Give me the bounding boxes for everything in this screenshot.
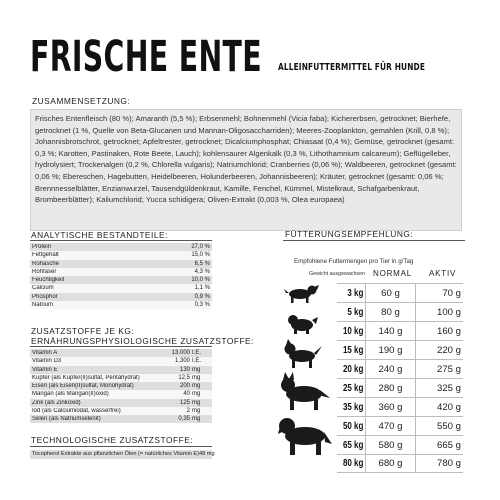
row-weight: 65 kg [342, 439, 364, 451]
table-row [30, 374, 212, 382]
dog-icon-large [281, 372, 330, 410]
row-normal: 80 g [365, 303, 415, 321]
technological-divider [30, 446, 212, 447]
row-normal: 190 g [365, 341, 415, 359]
table-row [30, 390, 212, 398]
row-unit: mg [192, 366, 201, 373]
row-value: 4,3 % [194, 268, 210, 275]
row-name: Phosphor [32, 293, 58, 300]
row-unit: mg [192, 399, 201, 406]
feeding-divider [283, 240, 465, 241]
table-row [337, 397, 463, 416]
row-weight: 20 kg [342, 363, 364, 375]
analytical-table [30, 243, 212, 309]
row-name: Kupfer (als Kupfer(II)sulfat, Pentahydrat) [32, 374, 140, 381]
row-value: 2 [186, 407, 190, 414]
row-normal: 140 g [365, 322, 415, 340]
table-row [337, 359, 463, 378]
row-unit: mg [192, 407, 201, 414]
row-name: Zink (als Zinkoxid) [32, 399, 81, 406]
table-row [337, 416, 463, 435]
row-normal: 360 g [365, 398, 415, 416]
row-weight: 50 kg [342, 420, 364, 432]
table-row [30, 382, 212, 390]
row-name: Vitamin E [32, 366, 58, 373]
row-value: 12,5 [178, 374, 190, 381]
table-row [337, 378, 463, 397]
row-normal: 60 g [365, 284, 415, 302]
row-normal: 280 g [365, 379, 415, 397]
table-row [30, 284, 212, 292]
row-unit: mg [192, 416, 201, 423]
row-normal: 470 g [365, 417, 415, 435]
additives-table [30, 349, 212, 423]
row-name: Rohasche [32, 260, 60, 267]
additives-divider [30, 346, 212, 347]
table-row [30, 450, 215, 459]
row-name: Vitamin A [32, 350, 58, 357]
table-row [337, 302, 463, 321]
row-name: Protein [32, 244, 52, 251]
row-value: 200 [179, 383, 190, 390]
row-active: 220 g [415, 341, 463, 359]
dog-icon-large [278, 418, 332, 455]
row-value: 10,0 % [191, 277, 210, 284]
row-weight: 35 kg [342, 401, 364, 413]
dog-icon-small [284, 285, 319, 303]
row-unit: I.E. [192, 358, 202, 365]
row-weight: 80 kg [342, 458, 364, 469]
composition-box [30, 109, 462, 231]
column-header-weight: Gewicht ausgewachsen [309, 271, 365, 277]
product-subtitle: ALLEINFUTTERMITTEL FÜR HUNDE [278, 62, 426, 73]
row-active: 325 g [415, 379, 463, 397]
table-row [30, 268, 212, 276]
analytical-divider [30, 240, 212, 241]
table-row [337, 321, 463, 340]
dog-icon-medium [285, 339, 323, 368]
row-active: 160 g [415, 322, 463, 340]
row-value: 1,1 % [194, 285, 210, 292]
row-weight: 15 kg [342, 344, 364, 356]
row-value: 0,3 % [194, 301, 210, 308]
row-unit: mg [192, 383, 201, 390]
row-unit: mg [192, 374, 201, 381]
row-name: Selen (als Natriumselenit) [32, 416, 101, 423]
column-header-active: AKTIV [429, 269, 457, 278]
row-value: 0,35 [178, 416, 190, 423]
row-weight: 5 kg [347, 306, 364, 318]
row-active: 70 g [415, 284, 463, 302]
row-value: 1.300 [174, 358, 190, 365]
row-active: 780 g [415, 455, 463, 473]
table-row [30, 276, 212, 284]
row-value: 13.000 [171, 350, 190, 357]
table-row [337, 454, 463, 473]
row-normal: 240 g [365, 360, 415, 378]
table-row [30, 415, 212, 423]
row-value: 48 mg [199, 451, 215, 458]
row-weight: 3 kg [347, 287, 364, 299]
composition-heading: ZUSAMMENSETZUNG: [32, 96, 131, 106]
feeding-heading: FÜTTERUNGSEMPFEHLUNG: [285, 229, 414, 239]
row-unit: I.E. [192, 350, 202, 357]
table-row [30, 301, 212, 309]
row-normal: 680 g [365, 455, 415, 473]
row-name: Tocopherol Extrakte aus pflanzlichen Ölen (= natürliches Vitamin E) [32, 451, 200, 458]
feeding-table [337, 283, 463, 473]
column-header-normal: NORMAL [373, 269, 413, 278]
row-name: Vitamin D3 [32, 358, 62, 365]
row-name: Fettgehalt [32, 252, 59, 259]
table-row [30, 293, 212, 301]
row-unit: mg [192, 391, 201, 398]
composition-text: Frisches Entenfleisch (80 %); Amaranth (5,5 %); Erbsenmehl; Bohnenmehl (Vicia faba); Kichererbsen, getrocknet; Bierhefe, getrocknet (1 %, Quelle von Beta-Glucanen und Mannan-Oligosaccharriden); Meeres-Zooplankton, gemahlen (Krill, 0,8 %); Johannisbrotschrot, getrocknet; Apfeltrester, getrocknet; Dicalciumphosphat; Chiasaat (0,4 %); Gemüse, getrocknet (gesamt: 0,3 %; Karotten, Pastinaken, Rote Beete, Lauch); kohlensaurer Algenkalk (0,3 %, Lithothamnium calcareum); Geflügelleber, hydrolysiert; Trockenalgen (0,2 %, Chlorella vulgaris); Natriumchlorid; Cranberries (0,06 %); Waldbeeren, getrocknet (gesamt: 0,06 %; Ebereschen, Hagebutten, Heidelbeeren, Holunderbeeren, Johannisbeeren); Kräuter, getrocknet (gesamt: 0,06 %; Brennnesselblätter, Enzianwurzel, Tausendgüldenkraut, Kamille, Fenchel, Kümmel, Mistelkraut, Schafgarbenkraut, Brombeerblätter); Kaliumchlorid; Yucca schidigera; Oliven-Extrakt (0,003 %, Olea europaea) [35, 114, 457, 205]
table-row [337, 435, 463, 454]
table-row [30, 357, 212, 365]
table-row [30, 243, 212, 251]
row-name: Natrium [32, 301, 54, 308]
row-value: 6,5 % [194, 260, 210, 267]
dog-silhouettes [272, 280, 336, 460]
row-value: 0,9 % [194, 293, 210, 300]
feeding-caption: Empfohlene Futtermengen pro Tier in g/Tag [294, 258, 414, 265]
row-name: Feuchtigkeit [32, 277, 65, 284]
table-row [30, 399, 212, 407]
row-value: 27,0 % [191, 244, 210, 251]
dog-icon-small [288, 315, 318, 334]
table-row [30, 251, 212, 259]
table-row [30, 349, 212, 357]
row-weight: 25 kg [342, 382, 364, 394]
additives-heading: ZUSATZSTOFFE JE KG: [31, 326, 135, 336]
table-row [337, 340, 463, 359]
row-name: Calcium [32, 285, 54, 292]
product-title: FRISCHE ENTE [30, 32, 262, 82]
row-value: 40 [183, 391, 190, 398]
table-row [30, 366, 212, 374]
nutritional-additives-heading: ERNÄHRUNGSPHYSIOLOGISCHE ZUSATZSTOFFE: [31, 336, 254, 346]
row-active: 275 g [415, 360, 463, 378]
table-row [30, 260, 212, 268]
analytical-heading: ANALYTISCHE BESTANDTEILE: [31, 230, 168, 240]
row-value: 130 [179, 366, 190, 373]
row-value: 15,0 % [191, 252, 210, 259]
row-active: 665 g [415, 436, 463, 454]
row-name: Iod (als Calciumiodat, wasserfrei) [32, 407, 121, 414]
row-value: 125 [179, 399, 190, 406]
row-active: 550 g [415, 417, 463, 435]
row-active: 420 g [415, 398, 463, 416]
row-active: 100 g [415, 303, 463, 321]
table-row [30, 407, 212, 415]
row-normal: 580 g [365, 436, 415, 454]
row-name: Eisen (als Eisen(II)sulfat, Monohydrat) [32, 383, 134, 390]
row-name: Mangan (als Mangan(II)oxid) [32, 391, 109, 398]
table-row [337, 283, 463, 302]
row-weight: 10 kg [342, 325, 364, 337]
row-name: Rohfaser [32, 268, 57, 275]
technological-heading: TECHNOLOGISCHE ZUSATZSTOFFE: [31, 435, 194, 445]
